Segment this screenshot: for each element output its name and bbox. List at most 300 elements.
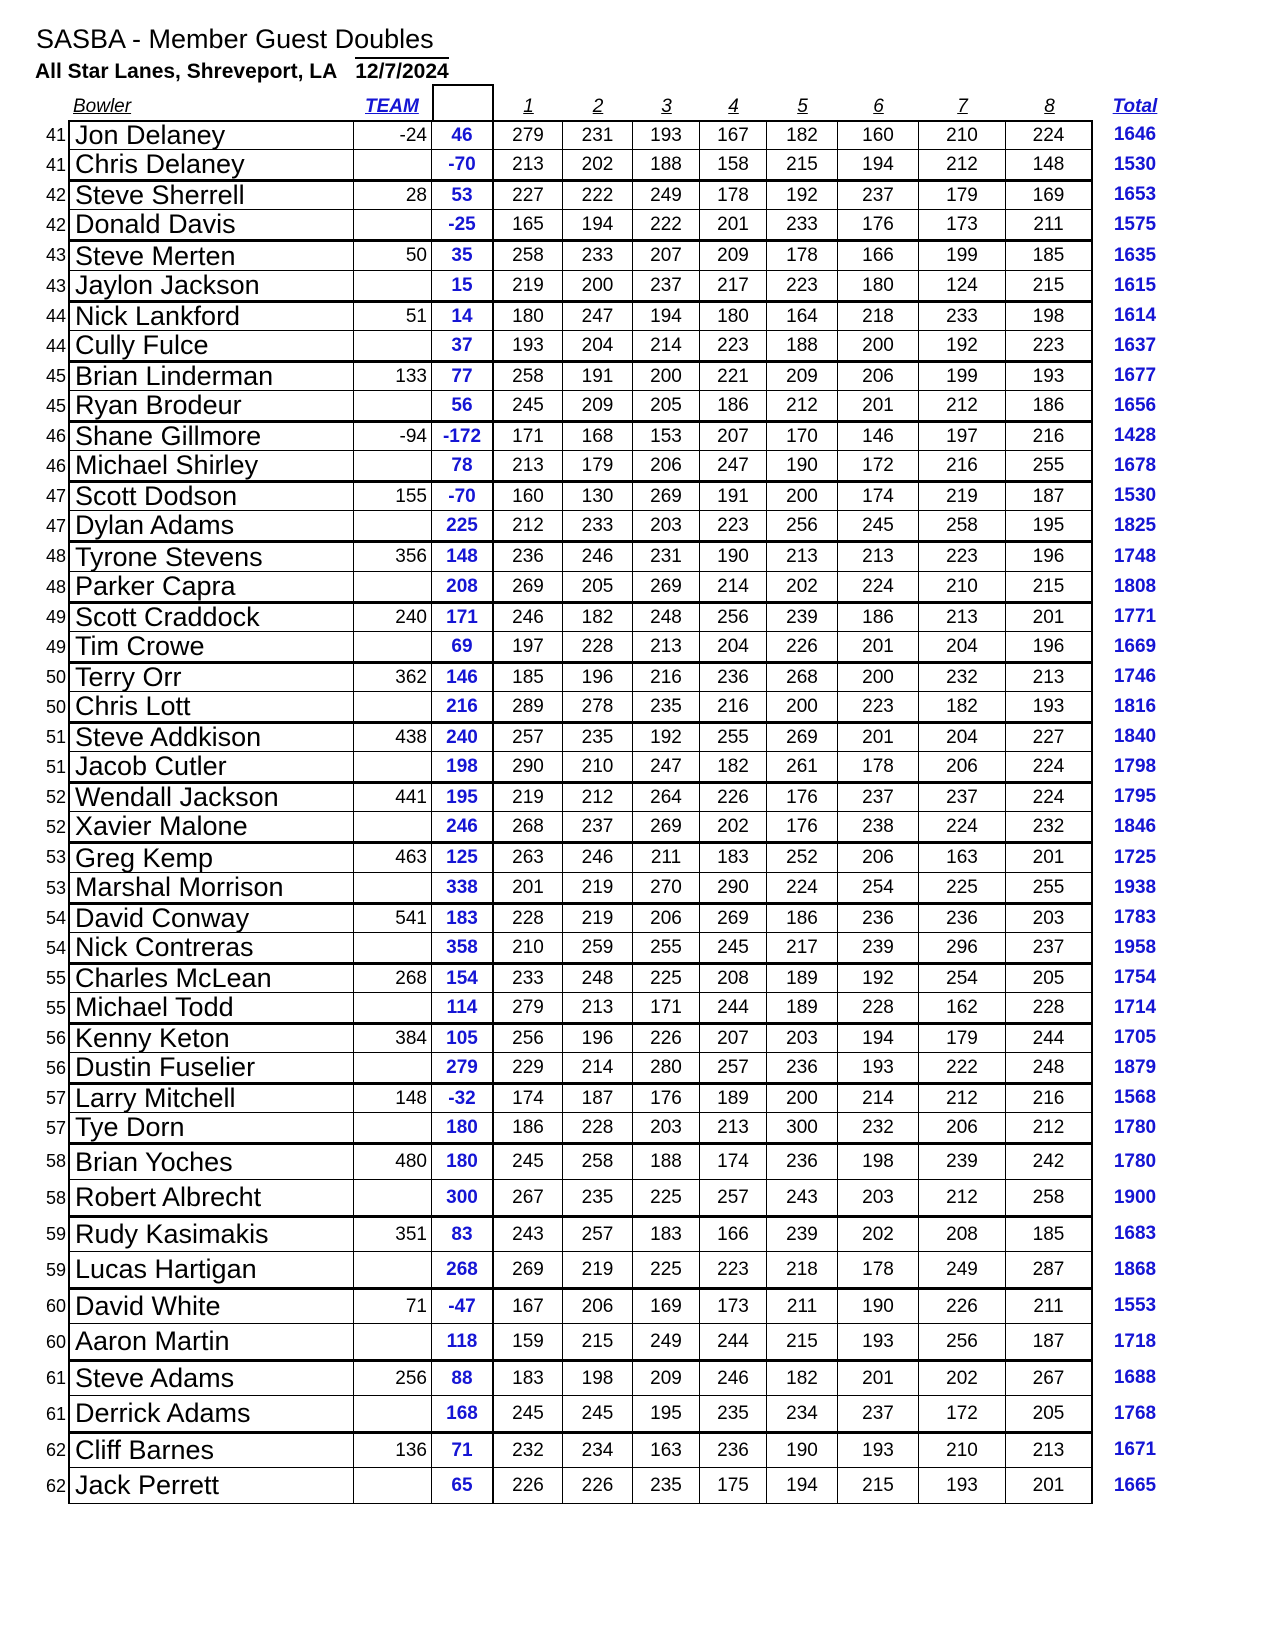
row-number: 56 xyxy=(45,1028,66,1048)
game-6-score: 224 xyxy=(838,572,919,602)
bowler-name: Robert Albrecht xyxy=(68,1180,354,1216)
game-8-score: 215 xyxy=(1006,572,1093,602)
game-8-score: 223 xyxy=(1006,331,1093,361)
team-score: 28 xyxy=(354,180,432,210)
total-score: 1428 xyxy=(1113,425,1157,446)
bowler-name: Donald Davis xyxy=(68,210,354,240)
game-4-score: 191 xyxy=(700,481,767,511)
game-5-score: 182 xyxy=(767,120,838,150)
bowler-name: Scott Craddock xyxy=(68,602,354,632)
handicap-score: 69 xyxy=(432,632,494,662)
game-3-score: 192 xyxy=(633,722,700,752)
game-5-score: 211 xyxy=(767,1288,838,1324)
game-8-score: 287 xyxy=(1006,1252,1093,1288)
bowler-name: David White xyxy=(68,1288,354,1324)
game-1-score: 213 xyxy=(494,451,563,481)
game-4-score: 226 xyxy=(700,782,767,812)
game-4-score: 209 xyxy=(700,240,767,271)
game-6-score: 228 xyxy=(838,993,919,1023)
bowler-name: Steve Adams xyxy=(68,1360,354,1396)
game-4-score: 244 xyxy=(700,1324,767,1360)
game-5-score: 202 xyxy=(767,572,838,602)
total-score: 1614 xyxy=(1113,305,1157,326)
team-score: 155 xyxy=(354,481,432,511)
game-5-score: 239 xyxy=(767,602,838,632)
total-score: 1653 xyxy=(1113,184,1157,205)
total-score: 1646 xyxy=(1113,124,1157,145)
game-7-score: 212 xyxy=(919,150,1006,180)
total-score: 1656 xyxy=(1113,395,1157,416)
game-6-score: 174 xyxy=(838,481,919,511)
game-8-score: 216 xyxy=(1006,421,1093,451)
header-bowler: Bowler xyxy=(73,96,132,117)
game-7-score: 258 xyxy=(919,511,1006,541)
game-5-score: 268 xyxy=(767,662,838,692)
game-8-score: 205 xyxy=(1006,1396,1093,1432)
game-1-score: 269 xyxy=(494,1252,563,1288)
game-5-score: 203 xyxy=(767,1023,838,1053)
game-7-score: 163 xyxy=(919,842,1006,873)
game-7-score: 210 xyxy=(919,572,1006,602)
bowler-name: Aaron Martin xyxy=(68,1324,354,1360)
game-6-score: 193 xyxy=(838,1324,919,1360)
game-3-score: 222 xyxy=(633,210,700,240)
row-number: 61 xyxy=(45,1368,66,1388)
handicap-score: 105 xyxy=(432,1023,494,1053)
handicap-score: 77 xyxy=(432,361,494,391)
game-1-score: 233 xyxy=(494,963,563,993)
bowler-name: Rudy Kasimakis xyxy=(68,1216,354,1252)
game-1-score: 258 xyxy=(494,361,563,391)
row-number: 42 xyxy=(45,215,66,235)
game-1-score: 186 xyxy=(494,1113,563,1143)
game-1-score: 219 xyxy=(494,271,563,301)
team-score xyxy=(354,812,432,842)
game-8-score: 196 xyxy=(1006,541,1093,572)
game-6-score: 213 xyxy=(838,541,919,572)
game-6-score: 232 xyxy=(838,1113,919,1143)
game-3-score: 226 xyxy=(633,1023,700,1053)
game-6-score: 194 xyxy=(838,1023,919,1053)
game-1-score: 245 xyxy=(494,391,563,421)
row-number: 45 xyxy=(45,366,66,386)
row-number: 60 xyxy=(45,1296,66,1316)
game-2-score: 219 xyxy=(563,1252,633,1288)
handicap-score: 358 xyxy=(432,933,494,963)
game-2-score: 228 xyxy=(563,632,633,662)
game-1-score: 279 xyxy=(494,993,563,1023)
game-4-score: 166 xyxy=(700,1216,767,1252)
game-4-score: 180 xyxy=(700,301,767,331)
game-4-score: 290 xyxy=(700,873,767,903)
game-6-score: 178 xyxy=(838,752,919,782)
bowler-name: Scott Dodson xyxy=(68,481,354,511)
game-8-score: 148 xyxy=(1006,150,1093,180)
bowler-name: Ryan Brodeur xyxy=(68,391,354,421)
game-3-score: 188 xyxy=(633,150,700,180)
game-4-score: 207 xyxy=(700,1023,767,1053)
total-score: 1746 xyxy=(1113,666,1157,687)
total-score: 1748 xyxy=(1113,546,1157,567)
game-4-score: 167 xyxy=(700,120,767,150)
game-3-score: 206 xyxy=(633,451,700,481)
handicap-score: -172 xyxy=(432,421,494,451)
game-8-score: 255 xyxy=(1006,451,1093,481)
total-score: 1768 xyxy=(1113,1403,1157,1424)
game-5-score: 200 xyxy=(767,481,838,511)
game-2-score: 196 xyxy=(563,1023,633,1053)
game-5-score: 223 xyxy=(767,271,838,301)
game-5-score: 182 xyxy=(767,1360,838,1396)
row-number: 48 xyxy=(45,577,66,597)
game-3-score: 270 xyxy=(633,873,700,903)
handicap-score: 195 xyxy=(432,782,494,812)
game-4-score: 178 xyxy=(700,180,767,210)
game-7-score: 162 xyxy=(919,993,1006,1023)
game-6-score: 200 xyxy=(838,662,919,692)
game-8-score: 198 xyxy=(1006,301,1093,331)
game-8-score: 227 xyxy=(1006,722,1093,752)
game-2-score: 247 xyxy=(563,301,633,331)
game-2-score: 202 xyxy=(563,150,633,180)
team-score xyxy=(354,752,432,782)
game-1-score: 243 xyxy=(494,1216,563,1252)
header-game-2: 2 xyxy=(592,96,604,117)
game-7-score: 212 xyxy=(919,1083,1006,1113)
team-score: 351 xyxy=(354,1216,432,1252)
game-7-score: 249 xyxy=(919,1252,1006,1288)
handicap-score: 246 xyxy=(432,812,494,842)
game-3-score: 205 xyxy=(633,391,700,421)
total-score: 1669 xyxy=(1113,636,1157,657)
game-4-score: 221 xyxy=(700,361,767,391)
total-score: 1530 xyxy=(1113,154,1157,175)
game-4-score: 183 xyxy=(700,842,767,873)
handicap-score: 35 xyxy=(432,240,494,271)
game-2-score: 278 xyxy=(563,692,633,722)
game-6-score: 245 xyxy=(838,511,919,541)
game-7-score: 256 xyxy=(919,1324,1006,1360)
team-score: 480 xyxy=(354,1143,432,1180)
handicap-score: 125 xyxy=(432,842,494,873)
row-number: 50 xyxy=(45,667,66,687)
game-5-score: 261 xyxy=(767,752,838,782)
bowler-name: Cliff Barnes xyxy=(68,1432,354,1468)
game-6-score: 214 xyxy=(838,1083,919,1113)
game-6-score: 237 xyxy=(838,1396,919,1432)
game-8-score: 224 xyxy=(1006,120,1093,150)
game-3-score: 280 xyxy=(633,1053,700,1083)
header-game-6: 6 xyxy=(873,96,884,117)
game-2-score: 205 xyxy=(563,572,633,602)
total-score: 1958 xyxy=(1113,937,1157,958)
game-4-score: 269 xyxy=(700,903,767,933)
row-number: 62 xyxy=(45,1440,66,1460)
game-5-score: 243 xyxy=(767,1180,838,1216)
total-score: 1783 xyxy=(1113,907,1157,928)
team-score xyxy=(354,692,432,722)
handicap-score: 180 xyxy=(432,1143,494,1180)
total-score: 1846 xyxy=(1113,816,1157,837)
game-1-score: 245 xyxy=(494,1396,563,1432)
row-number: 43 xyxy=(45,245,66,265)
game-1-score: 245 xyxy=(494,1143,563,1180)
game-2-score: 209 xyxy=(563,391,633,421)
team-score: 50 xyxy=(354,240,432,271)
game-7-score: 222 xyxy=(919,1053,1006,1083)
team-score xyxy=(354,933,432,963)
game-1-score: 193 xyxy=(494,331,563,361)
game-3-score: 249 xyxy=(633,180,700,210)
team-score xyxy=(354,873,432,903)
game-3-score: 214 xyxy=(633,331,700,361)
handicap-score: 53 xyxy=(432,180,494,210)
handicap-score: 180 xyxy=(432,1113,494,1143)
total-score: 1553 xyxy=(1113,1295,1157,1316)
game-6-score: 223 xyxy=(838,692,919,722)
game-6-score: 218 xyxy=(838,301,919,331)
row-number: 56 xyxy=(45,1058,66,1078)
game-8-score: 212 xyxy=(1006,1113,1093,1143)
game-2-score: 228 xyxy=(563,1113,633,1143)
game-3-score: 153 xyxy=(633,421,700,451)
game-7-score: 212 xyxy=(919,1180,1006,1216)
header-game-1: 1 xyxy=(523,96,534,117)
handicap-score: 279 xyxy=(432,1053,494,1083)
row-number: 52 xyxy=(45,787,66,807)
game-4-score: 216 xyxy=(700,692,767,722)
total-score: 1637 xyxy=(1113,335,1157,356)
game-2-score: 233 xyxy=(563,511,633,541)
bowler-name: Nick Lankford xyxy=(68,301,354,331)
game-2-score: 231 xyxy=(563,120,633,150)
game-7-score: 226 xyxy=(919,1288,1006,1324)
row-number: 53 xyxy=(45,847,66,867)
game-3-score: 203 xyxy=(633,1113,700,1143)
game-5-score: 200 xyxy=(767,1083,838,1113)
game-2-score: 214 xyxy=(563,1053,633,1083)
game-7-score: 213 xyxy=(919,602,1006,632)
game-4-score: 223 xyxy=(700,331,767,361)
game-1-score: 258 xyxy=(494,240,563,271)
game-2-score: 215 xyxy=(563,1324,633,1360)
game-1-score: 210 xyxy=(494,933,563,963)
game-4-score: 256 xyxy=(700,602,767,632)
game-4-score: 204 xyxy=(700,632,767,662)
team-score: 362 xyxy=(354,662,432,692)
handicap-score: 154 xyxy=(432,963,494,993)
row-number: 58 xyxy=(45,1188,66,1208)
game-8-score: 267 xyxy=(1006,1360,1093,1396)
team-score: 136 xyxy=(354,1432,432,1468)
team-score xyxy=(354,451,432,481)
game-5-score: 188 xyxy=(767,331,838,361)
game-2-score: 246 xyxy=(563,541,633,572)
game-3-score: 216 xyxy=(633,662,700,692)
game-7-score: 192 xyxy=(919,331,1006,361)
handicap-score: -70 xyxy=(432,150,494,180)
total-score: 1754 xyxy=(1113,967,1157,988)
game-5-score: 234 xyxy=(767,1396,838,1432)
game-7-score: 210 xyxy=(919,120,1006,150)
game-5-score: 190 xyxy=(767,451,838,481)
bowler-name: Charles McLean xyxy=(68,963,354,993)
game-4-score: 189 xyxy=(700,1083,767,1113)
game-8-score: 216 xyxy=(1006,1083,1093,1113)
game-4-score: 158 xyxy=(700,150,767,180)
game-5-score: 186 xyxy=(767,903,838,933)
total-score: 1798 xyxy=(1113,756,1157,777)
game-2-score: 191 xyxy=(563,361,633,391)
bowler-name: Jaylon Jackson xyxy=(68,271,354,301)
game-7-score: 172 xyxy=(919,1396,1006,1432)
game-4-score: 190 xyxy=(700,541,767,572)
row-number: 50 xyxy=(45,697,66,717)
game-3-score: 247 xyxy=(633,752,700,782)
game-6-score: 201 xyxy=(838,1360,919,1396)
team-score: 256 xyxy=(354,1360,432,1396)
total-score: 1671 xyxy=(1113,1439,1157,1460)
game-1-score: 279 xyxy=(494,120,563,150)
game-3-score: 225 xyxy=(633,1252,700,1288)
handicap-score: -70 xyxy=(432,481,494,511)
team-score xyxy=(354,511,432,541)
game-6-score: 178 xyxy=(838,1252,919,1288)
game-4-score: 173 xyxy=(700,1288,767,1324)
game-1-score: 246 xyxy=(494,602,563,632)
bowler-name: Dylan Adams xyxy=(68,511,354,541)
game-6-score: 206 xyxy=(838,361,919,391)
game-5-score: 189 xyxy=(767,993,838,1023)
row-number: 47 xyxy=(45,486,66,506)
game-4-score: 213 xyxy=(700,1113,767,1143)
bowler-name: Tye Dorn xyxy=(68,1113,354,1143)
game-4-score: 236 xyxy=(700,662,767,692)
team-score: 356 xyxy=(354,541,432,572)
game-5-score: 269 xyxy=(767,722,838,752)
team-score xyxy=(354,331,432,361)
total-score: 1615 xyxy=(1113,275,1157,296)
bowler-name: Greg Kemp xyxy=(68,842,354,873)
game-3-score: 193 xyxy=(633,120,700,150)
game-3-score: 206 xyxy=(633,903,700,933)
row-number: 49 xyxy=(45,637,66,657)
game-1-score: 229 xyxy=(494,1053,563,1083)
team-score: 148 xyxy=(354,1083,432,1113)
game-5-score: 217 xyxy=(767,933,838,963)
game-7-score: 224 xyxy=(919,812,1006,842)
game-4-score: 257 xyxy=(700,1053,767,1083)
venue-subtitle xyxy=(35,57,449,85)
row-number: 52 xyxy=(45,817,66,837)
total-score: 1718 xyxy=(1113,1331,1157,1352)
game-7-score: 197 xyxy=(919,421,1006,451)
game-2-score: 245 xyxy=(563,1396,633,1432)
game-8-score: 195 xyxy=(1006,511,1093,541)
game-1-score: 167 xyxy=(494,1288,563,1324)
game-3-score: 207 xyxy=(633,240,700,271)
game-2-score: 194 xyxy=(563,210,633,240)
game-8-score: 203 xyxy=(1006,903,1093,933)
total-score: 1705 xyxy=(1113,1027,1157,1048)
game-8-score: 213 xyxy=(1006,1432,1093,1468)
handicap-score: -25 xyxy=(432,210,494,240)
game-2-score: 234 xyxy=(563,1432,633,1468)
row-number: 48 xyxy=(45,546,66,566)
header-game-7: 7 xyxy=(957,96,968,117)
bowler-name: Michael Shirley xyxy=(68,451,354,481)
handicap-score: 46 xyxy=(432,120,494,150)
game-1-score: 256 xyxy=(494,1023,563,1053)
total-score: 1938 xyxy=(1113,877,1157,898)
row-number: 54 xyxy=(45,908,66,928)
game-7-score: 216 xyxy=(919,451,1006,481)
game-2-score: 222 xyxy=(563,180,633,210)
game-6-score: 198 xyxy=(838,1143,919,1180)
game-6-score: 236 xyxy=(838,903,919,933)
team-score: 51 xyxy=(354,301,432,331)
bowler-name: Michael Todd xyxy=(68,993,354,1023)
game-3-score: 194 xyxy=(633,301,700,331)
game-7-score: 204 xyxy=(919,632,1006,662)
game-8-score: 187 xyxy=(1006,1324,1093,1360)
game-5-score: 194 xyxy=(767,1468,838,1504)
game-1-score: 236 xyxy=(494,541,563,572)
game-7-score: 179 xyxy=(919,1023,1006,1053)
row-number: 41 xyxy=(45,155,66,175)
game-5-score: 215 xyxy=(767,150,838,180)
game-2-score: 219 xyxy=(563,903,633,933)
game-3-score: 163 xyxy=(633,1432,700,1468)
game-7-score: 296 xyxy=(919,933,1006,963)
handicap-score: 118 xyxy=(432,1324,494,1360)
game-1-score: 160 xyxy=(494,481,563,511)
row-number: 43 xyxy=(45,276,66,296)
row-number: 59 xyxy=(45,1224,66,1244)
team-score: 438 xyxy=(354,722,432,752)
total-score: 1688 xyxy=(1113,1367,1157,1388)
bowler-name: Derrick Adams xyxy=(68,1396,354,1432)
game-3-score: 200 xyxy=(633,361,700,391)
handicap-score: 171 xyxy=(432,602,494,632)
handicap-score: 88 xyxy=(432,1360,494,1396)
total-score: 1530 xyxy=(1113,485,1157,506)
game-8-score: 224 xyxy=(1006,752,1093,782)
game-3-score: 171 xyxy=(633,993,700,1023)
game-3-score: 235 xyxy=(633,1468,700,1504)
game-1-score: 269 xyxy=(494,572,563,602)
game-6-score: 146 xyxy=(838,421,919,451)
game-7-score: 212 xyxy=(919,391,1006,421)
game-2-score: 210 xyxy=(563,752,633,782)
team-score: -94 xyxy=(354,421,432,451)
game-4-score: 214 xyxy=(700,572,767,602)
handicap-score: 198 xyxy=(432,752,494,782)
game-4-score: 207 xyxy=(700,421,767,451)
game-6-score: 238 xyxy=(838,812,919,842)
bowler-name: Chris Lott xyxy=(68,692,354,722)
game-7-score: 223 xyxy=(919,541,1006,572)
handicap-score: 83 xyxy=(432,1216,494,1252)
game-2-score: 213 xyxy=(563,993,633,1023)
row-number: 60 xyxy=(45,1332,66,1352)
row-number: 51 xyxy=(45,757,66,777)
game-6-score: 186 xyxy=(838,602,919,632)
bowler-name: Chris Delaney xyxy=(68,150,354,180)
game-4-score: 236 xyxy=(700,1432,767,1468)
game-6-score: 160 xyxy=(838,120,919,150)
bowler-name: Steve Addkison xyxy=(68,722,354,752)
